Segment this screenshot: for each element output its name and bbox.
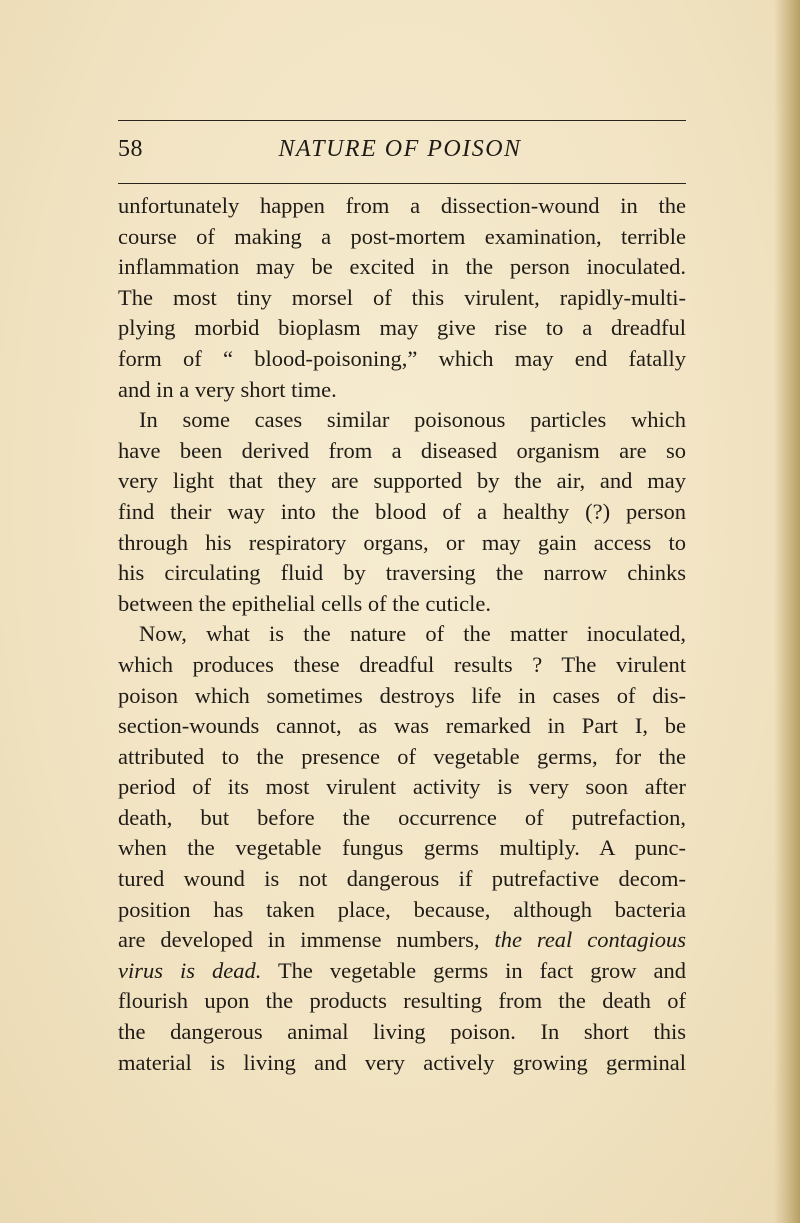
text-line: position has taken place, because, although bacteria — [118, 896, 686, 922]
page-number: 58 — [118, 136, 143, 162]
header-rule-bottom — [118, 183, 686, 184]
text-line: and in a very short time. — [118, 376, 337, 402]
text-line: form of “ blood-poisoning,” which may end fatally — [118, 345, 686, 371]
page-edge-shadow — [774, 0, 800, 1223]
running-title: NATURE OF POISON — [278, 136, 522, 162]
text-line: very light that they are supported by the air, and may — [118, 468, 686, 494]
text-run: The vegetable germs in fact grow and — [261, 957, 686, 983]
text-line: find their way into the blood of a healthy (?) person — [118, 498, 686, 524]
text-line: death, but before the occurrence of putrefaction, — [118, 804, 686, 830]
text-line: course of making a post-mortem examination, terrible — [118, 223, 686, 249]
text-line: period of its most virulent activity is very soon after — [118, 774, 686, 800]
text-line — [118, 925, 686, 956]
text-line: inflammation may be excited in the person inoculated. — [118, 254, 686, 280]
text-line: section-wounds cannot, as was remarked in Part I, be — [118, 713, 686, 739]
text-line: through his respiratory organs, or may gain access to — [118, 529, 686, 555]
text-line: attributed to the presence of vegetable germs, for the — [118, 743, 686, 769]
text-line: material is living and very actively growing germinal — [118, 1049, 686, 1075]
text-line: the dangerous animal living poison. In short this — [118, 1019, 686, 1045]
text-line: have been derived from a diseased organism are so — [118, 437, 686, 463]
italic-run: the real contagious — [494, 927, 686, 953]
text-line: In some cases similar poisonous particles which — [139, 407, 686, 433]
header-rule-top — [118, 120, 686, 121]
text-line: which produces these dreadful results ? The virulent — [118, 651, 686, 677]
italic-run: virus is dead. — [118, 957, 262, 983]
text-run: are developed in immense numbers, — [118, 927, 495, 953]
text-line: flourish upon the products resulting from the death of — [118, 988, 686, 1014]
text-line: unfortunately happen from a dissection-wound in the — [118, 193, 686, 218]
text-line: tured wound is not dangerous if putrefactive decom- — [118, 866, 686, 892]
text-line: between the epithelial cells of the cuticle. — [118, 590, 491, 616]
body-text — [118, 191, 686, 1078]
text-line: The most tiny morsel of this virulent, rapidly-multi- — [118, 284, 686, 310]
text-line: his circulating fluid by traversing the narrow chinks — [118, 560, 686, 586]
text-line: plying morbid bioplasm may give rise to a dreadful — [118, 315, 686, 341]
text-line: poison which sometimes destroys life in cases of dis- — [118, 682, 686, 708]
text-line: Now, what is the nature of the matter inoculated, — [139, 621, 686, 647]
text-line — [118, 956, 686, 987]
text-line: when the vegetable fungus germs multiply. A punc- — [118, 835, 686, 861]
